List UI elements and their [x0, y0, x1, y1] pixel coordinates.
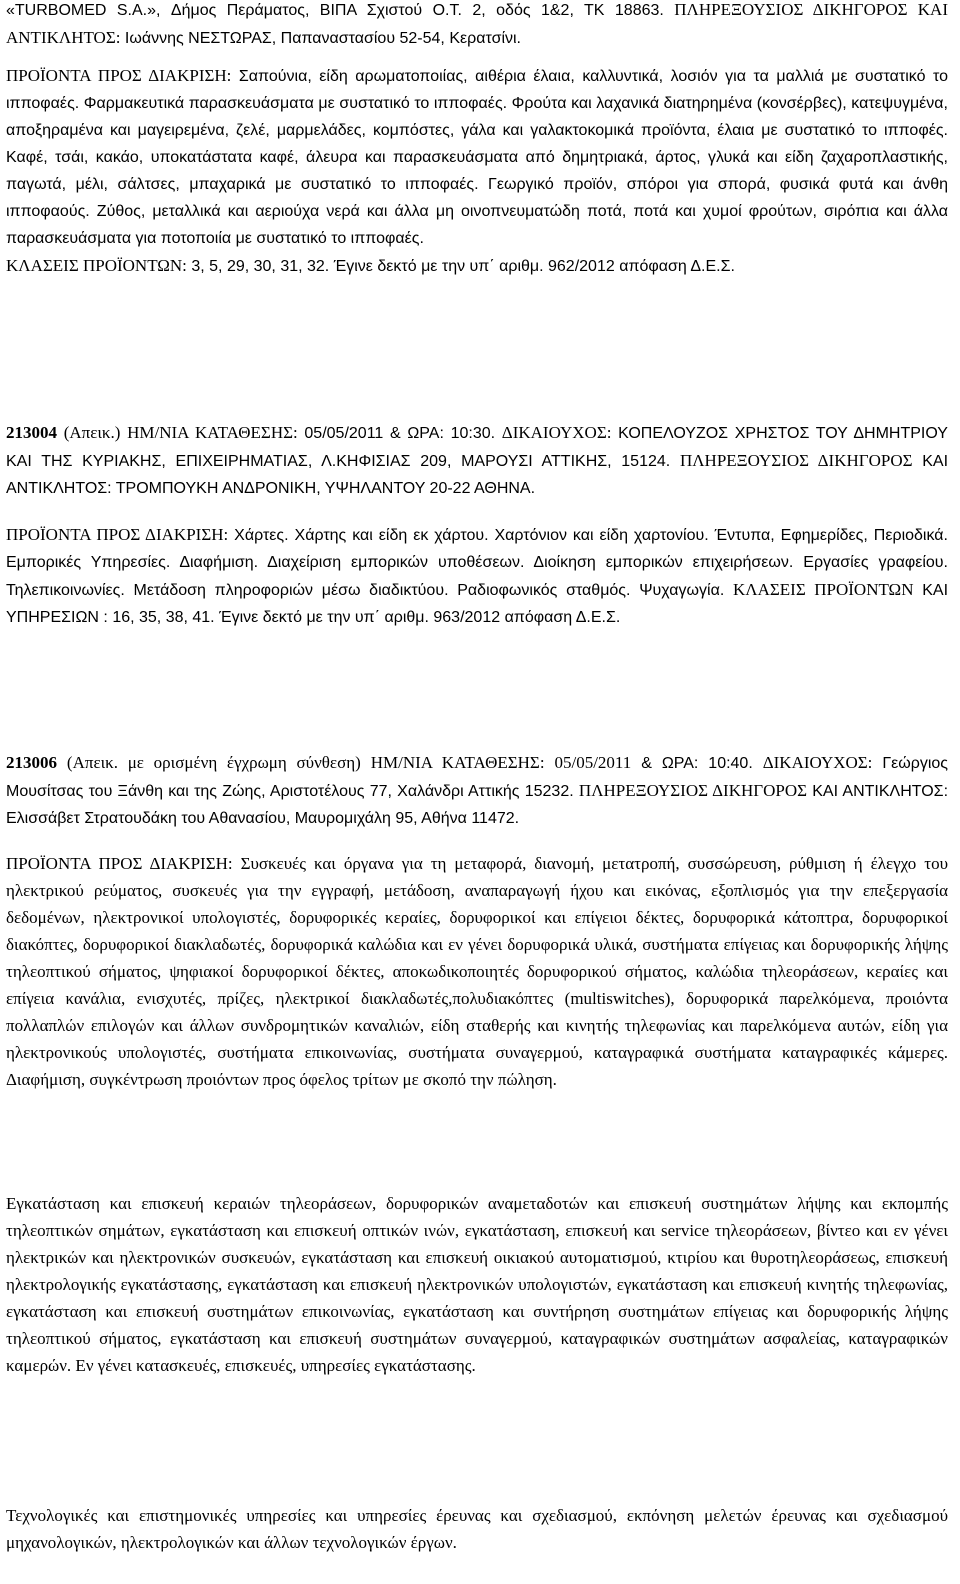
lawyer-label: ΠΛΗΡΕΞΟΥΣΙΟΣ ΔΙΚΗΓΟΡΟΣ	[679, 451, 913, 470]
lawyer-value: Ελισσάβετ Στρατουδάκη του Αθανασίου, Μαυρομιχάλη 95, Αθήνα 11472.	[6, 810, 520, 827]
products-text: Χάρτες. Χάρτης και είδη εκ χάρτου. Χαρτόνιον και είδη χαρτονίου. Έντυπα, Εφημερίδες, Περιοδικά. Εμπορικές Υπηρεσίες. Διαφήμιση. Διαχείριση εμπορικών υποθέσεων. Διοίκηση εμπορικών επιχειρήσεων. Εργασίες γραφείου. Τηλεπικοινωνίες. Μετάδοση πληροφοριών μέσω διαδικτύου. Ραδιοφωνικός σταθμός. Ψυχαγωγία.	[6, 527, 948, 599]
application-number: 213004	[6, 423, 57, 442]
products-paragraph-1	[6, 62, 948, 280]
products-label: ΠΡΟΪΟΝΤΑ ΠΡΟΣ ΔΙΑΚΡΙΣΗ:	[6, 854, 233, 873]
owner-value: Γεώργιος Μουσίτσας του Ξάνθη και της Ζώης, Αριστοτέλους 77, Χαλάνδρι Αττικής 15232.	[6, 755, 949, 800]
owner-label: ΔΙΚΑΙΟΥΧΟΣ:	[501, 423, 612, 442]
filing-date-value: 05/05/2011	[554, 753, 632, 772]
lawyer-label-continued: ΚΑΙ ΑΝΤΙΚΛΗΤΟΣ:	[812, 783, 949, 800]
lawyer-value: ΤΡΟΜΠΟΥΚΗ ΑΝΔΡΟΝΙΚΗ, ΥΨΗΛΑΝΤΟΥ 20-22 ΑΘΗΝΑ.	[115, 480, 536, 497]
application-number: 213006	[6, 753, 57, 772]
products-label: ΠΡΟΪΟΝΤΑ ΠΡΟΣ ΔΙΑΚΡΙΣΗ:	[6, 66, 232, 85]
record-block-1	[6, 0, 948, 52]
classes-text: 3, 5, 29, 30, 31, 32. Έγινε δεκτό με την υπ΄ αριθμ. 962/2012 απόφαση Δ.Ε.Σ.	[191, 258, 735, 275]
lawyer-label: ΠΛΗΡΕΞΟΥΣΙΟΣ ΔΙΚΗΓΟΡΟΣ ΚΑΙ ΑΝΤΙΚΛΗΤΟΣ:	[6, 0, 948, 47]
classes-label: ΚΛΑΣΕΙΣ ΠΡΟΪΟΝΤΩΝ	[733, 580, 914, 599]
classes-text: ΚΑΙ ΥΠΗΡΕΣΙΩΝ : 16, 35, 38, 41. Έγινε δεκτό με την υπ΄ αριθμ. 963/2012 απόφαση Δ.Ε.Σ.	[6, 582, 949, 626]
depiction-note: (Απεικ. με ορισμένη έγχρωμη σύνθεση)	[66, 753, 361, 772]
owner-label: ΔΙΚΑΙΟΥΧΟΣ:	[762, 753, 873, 772]
products-paragraph-2	[6, 521, 948, 631]
lawyer-value: Ιωάννης ΝΕΣΤΩΡΑΣ, Παπαναστασίου 52-54, Κερατσίνι.	[124, 30, 521, 47]
filing-time-value: & ΩΡΑ: 10:40.	[641, 755, 753, 772]
tech-services-paragraph	[6, 1502, 948, 1556]
record-block-2	[6, 419, 948, 502]
products-text: Συσκευές και όργανα για τη μεταφορά, διανομή, μετατροπή, συσσώρευση, ρύθμιση ή έλεγχο του ηλεκτρικού ρεύματος, συσκευές για την εγγραφή, μετάδοση, αναπαραγωγή ήχου και εικόνας, εξοπλισμός για την επεξεργασία δεδομένων, ηλεκτρονικοί υπολογιστές, δορυφορικές κεραίες, δορυφορικοί και επίγειοι δέκτες, δορυφορικά κάτοπτρα, δορυφορικοί διακόπτες, δορυφορικοί διακλαδωτές, δορυφορικά καλώδια και εν γένει δορυφορικά υλικά, συστήματα επίγειας και δορυφορικής λήψης τηλεοπτικού σήματος, ψηφιακοί δορυφορικοί δέκτες, αποκωδικοποιητές δορυφορικού σήματος, καλώδια τηλεοράσεων, κεραίες και επίγεια κανάλια, ενισχυτές, πρίζες, ηλεκτρικοί διακλαδωτές,πολυδιακόπτες (multiswitches), δορυφορικά παρελκόμενα, προιόντα πολλαπλών επιλογών και άλλων συνδρομητικών καναλιών, είδη σταθερής και κινητής τηλεφωνίας και παρελκόμενα αυτών, είδη για ηλεκτρονικούς υπολογιστές, συστήματα επικοινωνίας, συστήματα συναγερμού, καταγραφικά συστήματα καταγραφικές κάμερες.	[6, 854, 948, 1062]
services-text: Εγκατάσταση και επισκευή κεραιών τηλεοράσεων, δορυφορικών αναμεταδοτών και επισκευή συστημάτων λήψης και εκπομπής τηλεοπτικών σημάτων, εγκατάσταση και επισκευή οπτικών ινών, εγκατάσταση, επισκευή και service τηλεοράσεων, βίντεο και εν γένει ηλεκτρικών και ηλεκτρονικών συσκευών, εγκατάσταση και επισκευή οικιακού αυτοματισμού, κτιρίου και θυροτηλεοράσεως, επισκευή ηλεκτρολογικής εγκατάστασης, εγκατάσταση και επισκευή ηλεκτρονικών υπολογιστών, εγκατάσταση και επισκευή κινητής τηλεφωνίας, εγκατάσταση και επισκευή συστημάτων επικοινωνίας, εγκατάσταση και συντήρηση συστημάτων επίγειας και δορυφορικής λήψης τηλεοπτικού σήματος, εγκατάσταση και επισκευή συστημάτων συναγερμού, καταγραφικών συστημάτων ασφαλείας, καταγραφικών καμερών. Εν γένει κατασκευές, επισκευές, υπηρεσίες εγκατάστασης.	[6, 1194, 948, 1375]
tech-services-text: Τεχνολογικές και επιστημονικές υπηρεσίες και υπηρεσίες έρευνας και σχεδιασμού, εκπόνηση μελετών έρευνας και σχεδιασμού μηχανολογικών, ηλεκτρολογικών και άλλων τεχνολογικών έργων.	[6, 1506, 948, 1552]
lawyer-label: ΠΛΗΡΕΞΟΥΣΙΟΣ ΔΙΚΗΓΟΡΟΣ	[578, 781, 807, 800]
owner-value: ΚΟΠΕΛΟΥΖΟΣ ΧΡΗΣΤΟΣ ΤΟΥ ΔΗΜΗΤΡΙΟΥ ΚΑΙ ΤΗΣ ΚΥΡΙΑΚΗΣ, ΕΠΙΧΕΙΡΗΜΑΤΙΑΣ, Λ.ΚΗΦΙΣΙΑΣ 209, ΜΑΡΟΥΣΙ ΑΤΤΙΚΗΣ, 15124.	[6, 425, 948, 470]
products-text-continued: Διαφήμιση, συγκέντρωση προιόντων προς όφελος τρίτων με σκοπό την πώληση.	[6, 1070, 557, 1089]
classes-label: ΚΛΑΣΕΙΣ ΠΡΟΪΟΝΤΩΝ:	[6, 256, 187, 275]
products-paragraph-3	[6, 850, 948, 1093]
filing-date-value: 05/05/2011 & ΩΡΑ: 10:30.	[304, 425, 496, 442]
depiction-note: (Απεικ.)	[63, 423, 121, 442]
filing-date-label: ΗΜ/ΝΙΑ ΚΑΤΑΘΕΣΗΣ:	[370, 753, 545, 772]
services-paragraph	[6, 1190, 948, 1379]
products-text: Σαπούνια, είδη αρωματοποιίας, αιθέρια έλαια, καλλυντικά, λοσιόν για τα μαλλιά με συστατικό το ιπποφαές. Φαρμακευτικά παρασκευάσματα με συστατικό το ιπποφαές. Φρούτα και λαχανικά διατηρημένα (κονσέρβες), κατεψυγμένα, αποξηραμένα και μαγειρεμένα, ζελέ, μαρμελάδες, κομπόστες, γάλα και γαλακτοκομικά προϊόντα, έλαια με συστατικό το ιπποφές. Καφέ, τσάι, κακάο, υποκατάστατα καφέ, άλευρα και παρασκευάσματα από δημητριακά, άρτος, γλυκά και είδη ζαχαροπλαστικής, παγωτά, μέλι, σάλτσες, μπαχαρικά με συστατικό το ιπποφαές. Γεωργικό προϊόν, σπόροι για σπορά, φυσικά φυτά και άνθη ιπποφαούς. Ζύθος, μεταλλικά και αεριούχα νερά και άλλα μη οινοπνευματώδη ποτά, ποτά και χυμοί φρούτων, σιρόπια και άλλα παρασκευάσματα για ποτοποιία με συστατικό το ιπποφαές.	[6, 68, 948, 247]
lawyer-label-continued: ΚΑΙ ΑΝΤΙΚΛΗΤΟΣ:	[6, 453, 949, 497]
filing-date-label: ΗΜ/ΝΙΑ ΚΑΤΑΘΕΣΗΣ:	[127, 423, 298, 442]
products-label: ΠΡΟΪΟΝΤΑ ΠΡΟΣ ΔΙΑΚΡΙΣΗ:	[6, 525, 229, 544]
record-block-3	[6, 749, 948, 832]
owner-address-line: «TURBOMED S.A.», Δήμος Περάματος, ΒΙΠΑ Σχιστού Ο.Τ. 2, οδός 1&2, ΤΚ 18863.	[6, 2, 664, 19]
